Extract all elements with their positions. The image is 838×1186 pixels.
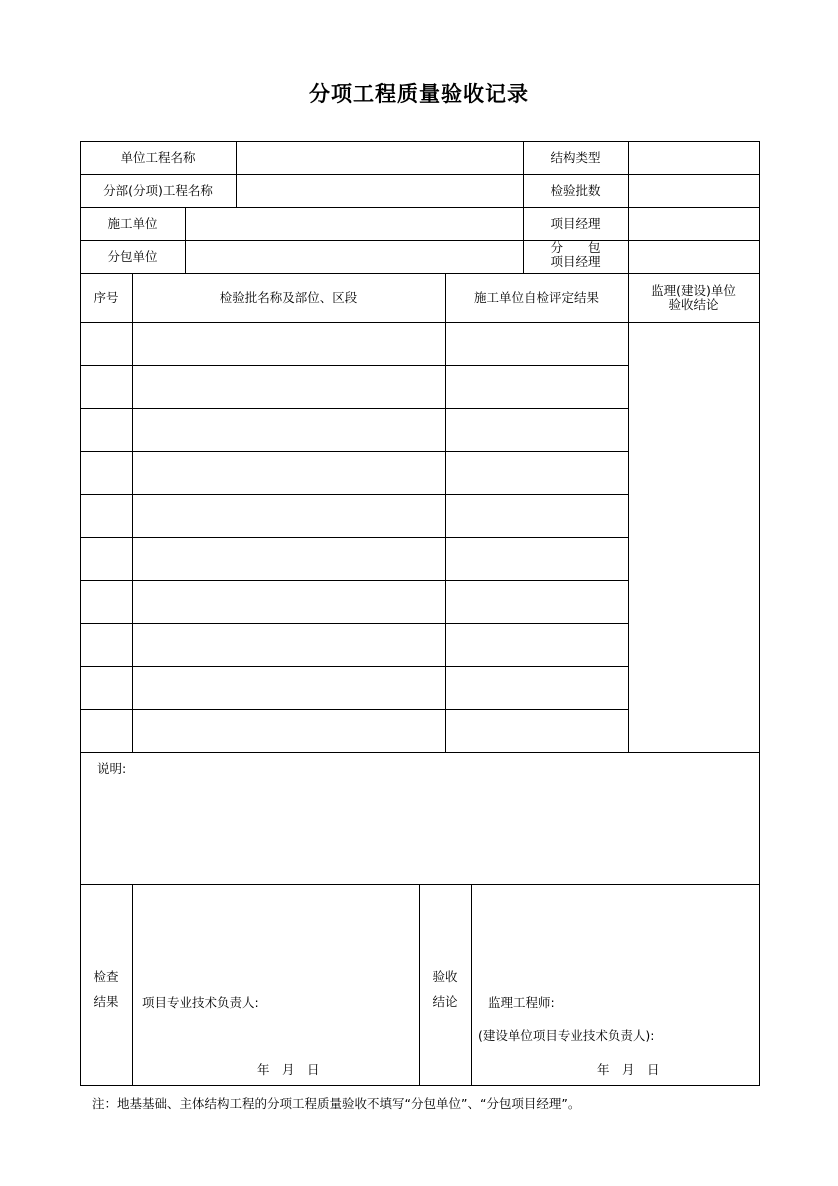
field-inspection-lot-count[interactable]: [629, 175, 759, 207]
explanation-label: 说明:: [97, 761, 127, 776]
field-sub-project-manager[interactable]: [629, 241, 759, 273]
label-sub-project-manager: 分 包 项目经理: [550, 240, 601, 269]
col-self-check: 施工单位自检评定结果: [473, 290, 599, 305]
explanation-field[interactable]: [81, 780, 759, 883]
label-construction-unit: 施工单位: [107, 216, 158, 231]
label-structure-type: 结构类型: [550, 150, 601, 165]
col-seq: 序号: [93, 290, 119, 305]
field-sub-project-name[interactable]: [237, 175, 523, 207]
field-construction-unit[interactable]: [186, 208, 523, 240]
col-supervision: 监理(建设)单位 验收结论: [651, 283, 736, 312]
date-right: 年 月 日: [597, 1062, 660, 1077]
footnote: 注：地基基础、主体结构工程的分项工程质量验收不填写“分包单位”、“分包项目经理”。: [92, 1096, 581, 1111]
col-lot-name: 检验批名称及部位、区段: [219, 290, 358, 305]
field-unit-project-name[interactable]: [237, 142, 523, 174]
acceptance-label: 验收 结论: [432, 969, 458, 1009]
label-inspection-lot-count: 检验批数: [550, 183, 601, 198]
check-result-label: 检查 结果: [93, 969, 119, 1009]
label-subcontract-unit: 分包单位: [107, 249, 158, 264]
label-sub-project-name: 分部(分项)工程名称: [103, 183, 213, 198]
owner-tech-lead-label: (建设单位项目专业技术负责人):: [478, 1028, 655, 1043]
field-project-manager[interactable]: [629, 208, 759, 240]
label-project-manager: 项目经理: [550, 216, 601, 231]
supervisor-label: 监理工程师:: [488, 995, 555, 1010]
field-structure-type[interactable]: [629, 142, 759, 174]
label-unit-project-name: 单位工程名称: [120, 150, 196, 165]
tech-lead-label: 项目专业技术负责人:: [142, 995, 259, 1010]
page-title: 分项工程质量验收记录: [309, 82, 529, 106]
field-subcontract-unit[interactable]: [186, 241, 523, 273]
date-left: 年 月 日: [257, 1062, 320, 1077]
